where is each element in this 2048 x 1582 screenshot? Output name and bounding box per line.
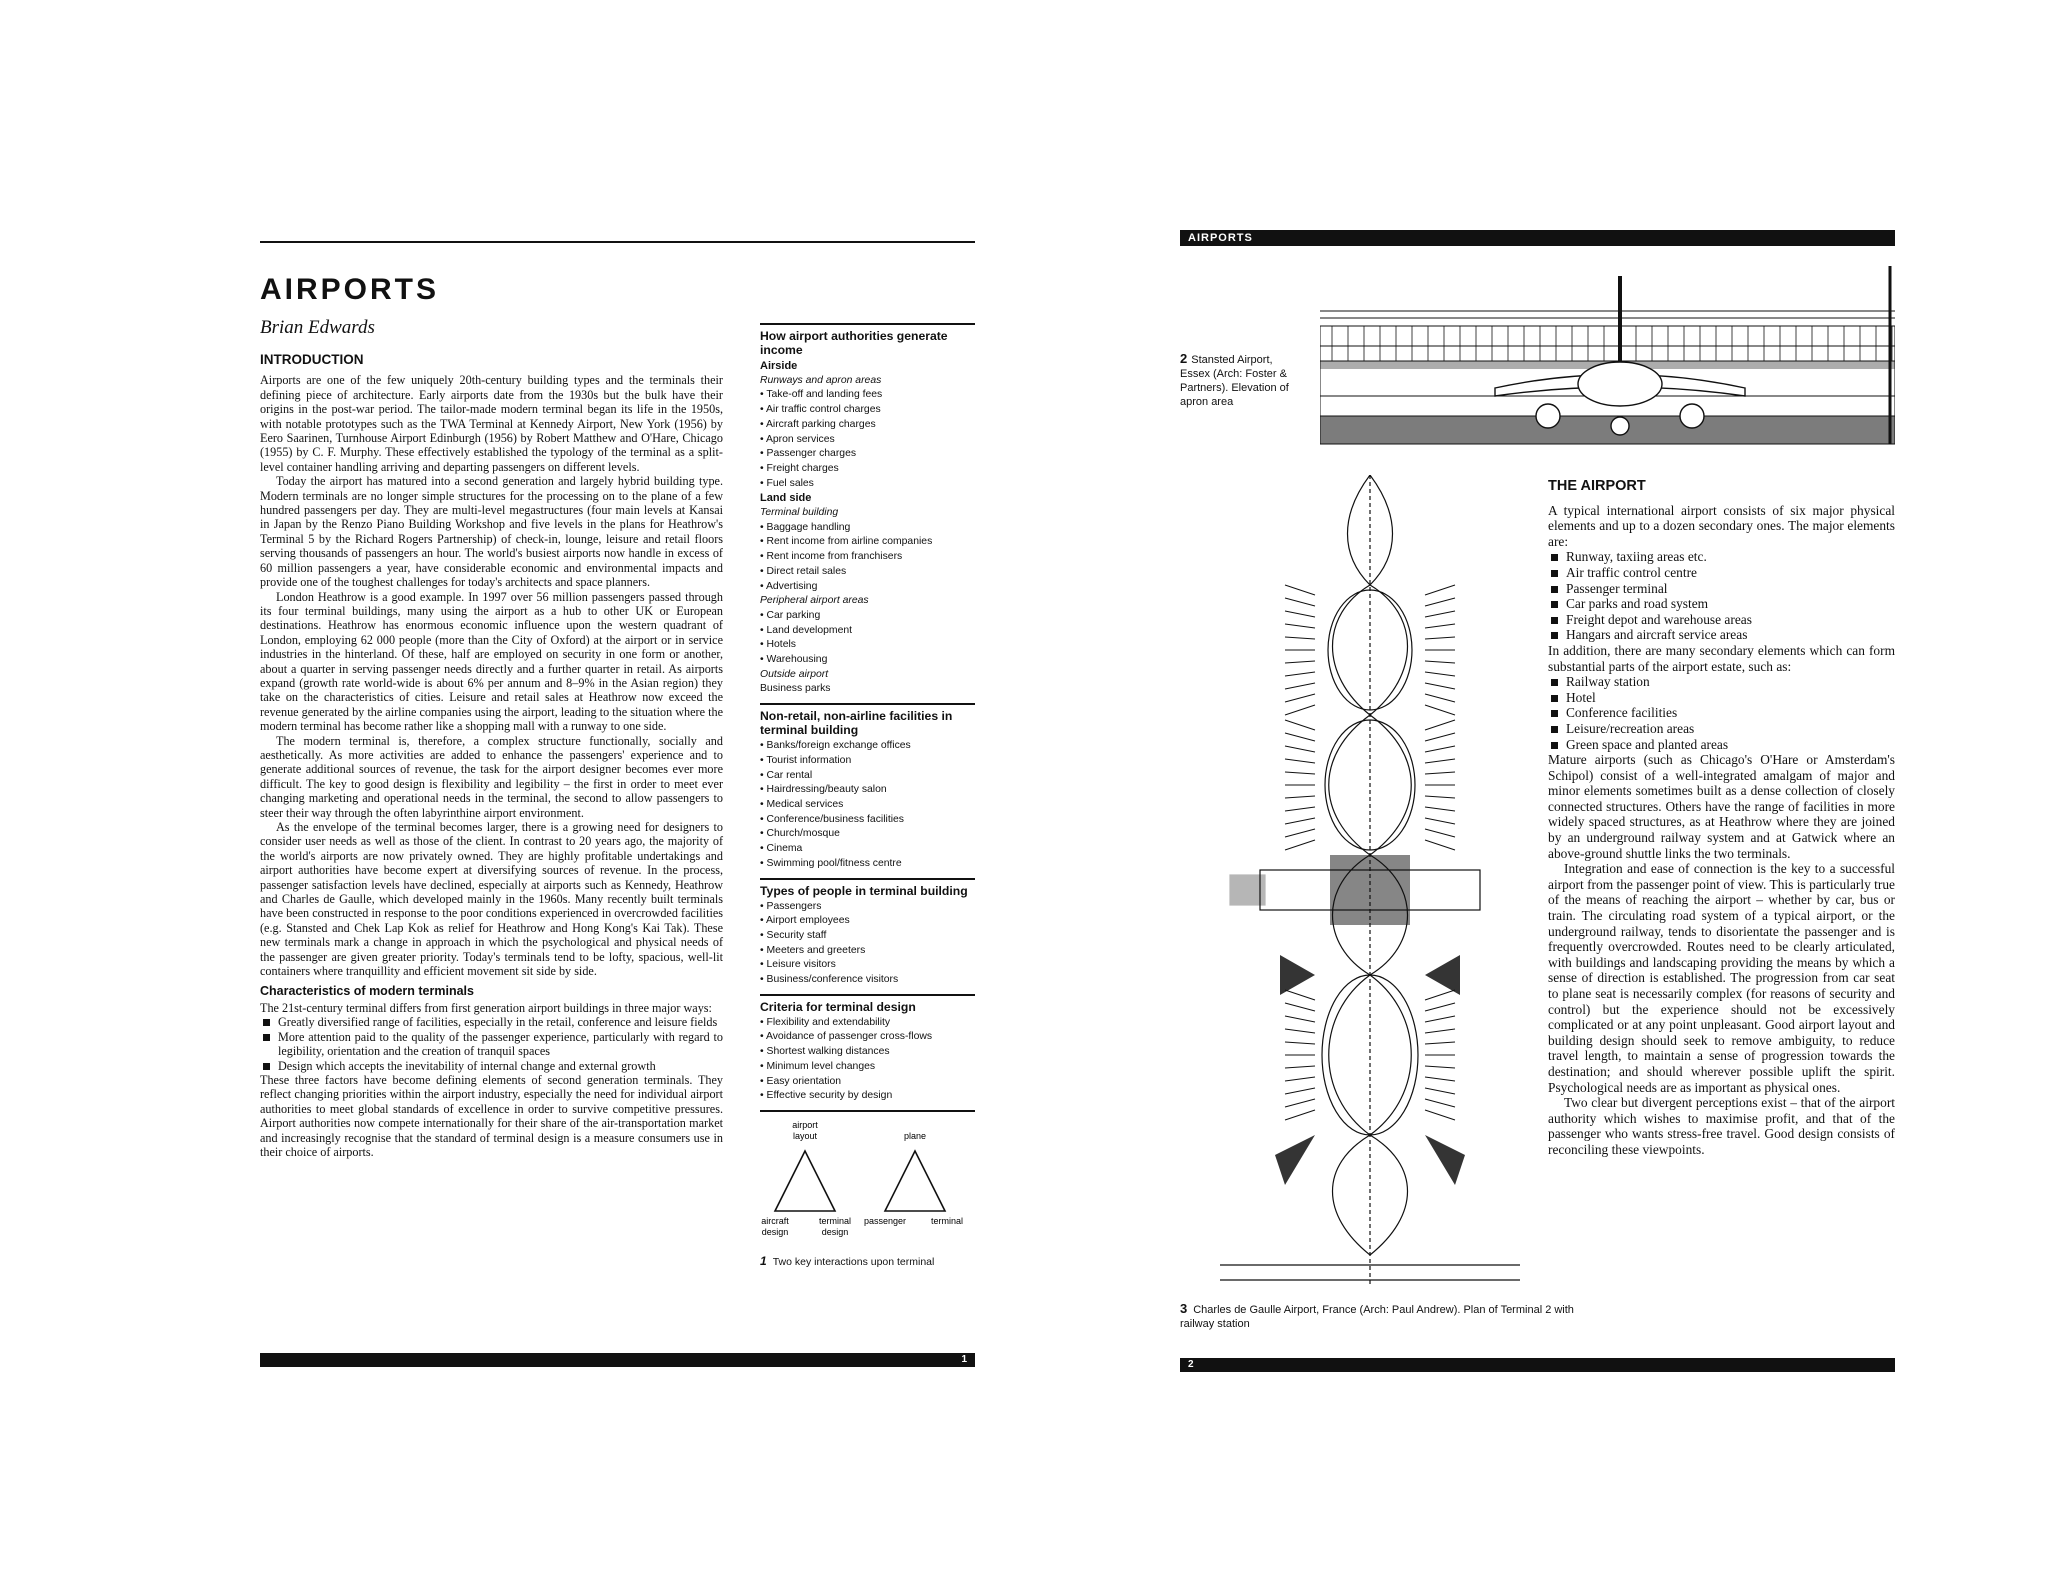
triangle-left-icon xyxy=(775,1151,835,1211)
interaction-diagram xyxy=(760,1110,975,1286)
label-terminal: terminal xyxy=(930,1215,964,1226)
figure-number: 2 xyxy=(1180,351,1188,366)
paragraph: Today the airport has matured into a second generation and largely hybrid building type. Modern terminals are no longer simple structures for the processing on to the plane of a few hundred passengers per day. They are multi-level megastructures (four main levels at Kansai in Japan by the Renzo Piano Building Workshop and five levels in the plans for Heathrow's Terminal 5 by the Richard Rogers Partnership) of check-in, lounge, leisure and retail floors serving thousands of passengers an hour. The world's busiest airports now handle in excess of 60 million passengers a year, have considerable economic and environmental impacts and provide one of the toughest challenges for today's architects and space planners. xyxy=(260,474,723,590)
running-header-label: AIRPORTS xyxy=(1188,232,1253,244)
figure-number: 3 xyxy=(1180,1301,1188,1316)
list-item: • Tourist information xyxy=(760,754,852,766)
figure-number: 1 xyxy=(760,1253,767,1268)
list-item: • Church/mosque xyxy=(760,828,840,840)
list-item: More attention paid to the quality of the passenger experience, particularly with regard to legibility, orientation and the creation of tranquil spaces xyxy=(260,1030,723,1059)
list-item: • Swimming pool/fitness centre xyxy=(760,857,902,869)
list-item: Greatly diversified range of facilities, especially in the retail, conference and leisure fields xyxy=(260,1015,723,1029)
list-item: • Conference/business facilities xyxy=(760,813,904,825)
characteristics-closing: These three factors have become defining elements of second generation terminals. They reflect changing priorities within the airport industry, especially the need for individual airport authorities to meet global standards of excellence in order to survive competitive pressures. Airport authorities now compete internationally for their share of the air-transportation market and increasingly recognise that the standard of terminal design is a measure consumers use in their choice of airports. xyxy=(260,1072,723,1159)
list-item: Air traffic control centre xyxy=(1548,565,1895,581)
list-item: • Air traffic control charges xyxy=(760,404,881,416)
list-item: • Airport employees xyxy=(760,915,850,927)
figure-1-caption xyxy=(760,1254,975,1270)
list-item: Business parks xyxy=(760,683,831,695)
chapter-title: AIRPORTS xyxy=(260,273,440,306)
section-heading: THE AIRPORT xyxy=(1548,478,1646,494)
list-item: • Security staff xyxy=(760,929,827,941)
list-item: • Avoidance of passenger cross-flows xyxy=(760,1031,933,1043)
label-airport: airport xyxy=(792,1119,818,1130)
list-item: • Car rental xyxy=(760,769,813,781)
figure-3-caption xyxy=(1180,1302,1600,1331)
label-plane: plane xyxy=(903,1130,927,1141)
list-item: Hotel xyxy=(1548,690,1895,706)
list-item: • Minimum level changes xyxy=(760,1060,876,1072)
paragraph: Two clear but divergent perceptions exist – that of the airport authority which wishes to maximise profit, and that of the passenger who wants stress-free travel. Good design consists of reconciling these viewpoints. xyxy=(1548,1095,1895,1157)
list-item: • Fuel sales xyxy=(760,477,814,489)
list-item: Conference facilities xyxy=(1548,705,1895,721)
characteristics-heading: Characteristics of modern terminals xyxy=(260,984,474,999)
list-item: Freight depot and warehouse areas xyxy=(1548,612,1895,628)
caption-text: Charles de Gaulle Airport, France (Arch: Paul Andrew). Plan of Terminal 2 with railway station xyxy=(1180,1304,1574,1330)
footer-bar xyxy=(260,1353,975,1367)
list-item: Car parks and road system xyxy=(1548,596,1895,612)
list-item: • Effective security by design xyxy=(760,1090,893,1102)
list-item: • Warehousing xyxy=(760,654,828,666)
list-item: Passenger terminal xyxy=(1548,581,1895,597)
income-box xyxy=(760,323,975,697)
list-item: • Apron services xyxy=(760,433,835,445)
landside-heading: Land side xyxy=(760,492,812,505)
triangle-diagram xyxy=(760,1116,975,1246)
caption-text: Two key interactions upon terminal xyxy=(772,1255,935,1268)
list-item: • Shortest walking distances xyxy=(760,1046,890,1058)
list-item: • Take-off and landing fees xyxy=(760,389,883,401)
list-item: Leisure/recreation areas xyxy=(1548,721,1895,737)
top-rule xyxy=(260,241,975,243)
label-aircraft: aircraft xyxy=(761,1215,789,1226)
paragraph: Mature airports (such as Chicago's O'Hare or Amsterdam's Schipol) consist of a well-integrated amalgam of major and minor elements sometimes built as a dense collection of closely connected structures. Others have the range of facilities in more widely spaced structures, as at Heathrow where they are joined by an underground railway system and at Gatwick where an above-ground shuttle links the two terminals. xyxy=(1548,752,1895,861)
list-item: Green space and planted areas xyxy=(1548,737,1895,753)
paragraph: London Heathrow is a good example. In 1997 over 56 million passengers passed through its four terminal buildings, many using the airport as a hub to other UK or European destinations. Heathrow has enormous economic influence upon the western quadrant of London, employing 62 000 people (more than the City of Oxford) at the airport or in service industries in the hinterland. Of these, half are employed on security in one form or another, about a quarter in serving passenger needs directly and a further quarter in retail. As airports expand (growth rate world-wide is about 6% per annum and 8–9% in the Asian region) they take on the characteristics of cities. Leisure and retail sales at Heathrow now exceed the revenue generated by the airline companies using the airport, leading to the situation where the modern terminal has become rather like a shopping mall with a runway to one side. xyxy=(260,589,723,734)
list-item: • Rent income from franchisers xyxy=(760,551,903,563)
paragraph: The modern terminal is, therefore, a complex structure functionally, socially and aesthetically. As more activities are added to enhance the passengers' experience and to generate additional sources of revenue, the task for the airport designer becomes ever more difficult. The key to good design is flexibility and legibility – the first in order to meet ever changing marketing and operational needs in the terminal, the second to allow passengers to steer their way through the often labyrinthine airport environment. xyxy=(260,733,723,820)
list-item: • Passenger charges xyxy=(760,448,857,460)
footer-bar xyxy=(1180,1358,1895,1372)
paragraph: Airports are one of the few uniquely 20th-century building types and the terminals their defining piece of architecture. Early airports date from the 1930s but the bulk have their origins in the post-war period. The tailor-made modern terminal began its life in the 1950s, with notable prototypes such as the TWA Terminal at Kennedy Airport, New York (1956) by Eero Saarinen, Turnhouse Airport Edinburgh (1956) by Robert Matthew and O'Hare, Chicago (1955) by C. F. Murphy. These effectively established the typology of the terminal as a split-level container handling arriving and departing passengers on different levels. xyxy=(260,373,723,474)
label-design: design xyxy=(761,1226,789,1237)
list-item: • Leisure visitors xyxy=(760,959,836,971)
criteria-box xyxy=(760,994,975,1104)
list-item: Railway station xyxy=(1548,674,1895,690)
list-item: • Flexibility and extendability xyxy=(760,1016,891,1028)
stansted-elevation-drawing xyxy=(1320,266,1895,451)
list-item: • Aircraft parking charges xyxy=(760,418,876,430)
runways-heading: Runways and apron areas xyxy=(760,374,882,386)
intro-paragraph: A typical international airport consists of six major physical elements and up to a dozen secondary ones. The major elements are: xyxy=(1548,502,1895,549)
list-item: • Advertising xyxy=(760,580,818,592)
list-item: • Banks/foreign exchange offices xyxy=(760,740,911,752)
list-item: • Baggage handling xyxy=(760,521,851,533)
paragraph: As the envelope of the terminal becomes larger, there is a growing need for designers to consider user needs as well as those of the client. In contrast to 20 years ago, the majority of the world's airports are now privately owned. They are highly profitable undertakings and airport authorities have become expert at diversifying sources of revenue. In the process, passenger satisfaction levels have declined, especially at airports such as Kennedy, Heathrow and Charles de Gaulle, which developed mainly in the 1960s. Many recently built terminals have been constructed in response to the poor conditions experienced in overcrowded facilities (e.g. Stansted and Chek Lap Kok as relief for Heathrow and Hong Kong's Kai Tak). These new terminals mark a change in approach in which the psychological and physical needs of the passenger are given greater priority. Today's terminals tend to be lofty, spacious, well-lit containers where tranquillity and efficient movement sit side by side. xyxy=(260,820,723,979)
running-header xyxy=(1180,230,1895,246)
list-item: • Medical services xyxy=(760,798,844,810)
label-terminal: terminal xyxy=(818,1215,852,1226)
list-item: • Cinema xyxy=(760,843,803,855)
secondary-elements-list xyxy=(1548,674,1895,752)
outside-heading: Outside airport xyxy=(760,668,829,680)
caption-text: Stansted Airport, Essex (Arch: Foster & Partners). Elevation of apron area xyxy=(1180,354,1289,408)
income-title: How airport authorities generate income xyxy=(760,329,948,357)
list-item: • Direct retail sales xyxy=(760,565,847,577)
list-item: • Land development xyxy=(760,624,853,636)
left-page xyxy=(260,235,975,1385)
main-text-column xyxy=(260,353,723,1159)
list-item: • Hotels xyxy=(760,639,796,651)
list-item: • Business/conference visitors xyxy=(760,974,899,986)
intro-heading: INTRODUCTION xyxy=(260,352,364,367)
nonretail-title: Non-retail, non-airline facilities in terminal building xyxy=(760,709,953,738)
list-item: • Easy orientation xyxy=(760,1075,842,1087)
secondary-intro: In addition, there are many secondary elements which can form substantial parts of the airport estate, such as: xyxy=(1548,642,1895,674)
main-text-column xyxy=(1548,479,1895,1158)
list-item: • Passengers xyxy=(760,900,822,912)
list-item: • Meeters and greeters xyxy=(760,944,866,956)
airside-heading: Airside xyxy=(760,360,798,372)
nonretail-box xyxy=(760,703,975,871)
list-item: Runway, taxiing areas etc. xyxy=(1548,549,1895,565)
page-number: 2 xyxy=(1188,1359,1194,1370)
label-passenger: passenger xyxy=(863,1215,907,1226)
list-item: • Car parking xyxy=(760,609,821,621)
author: Brian Edwards xyxy=(260,317,375,338)
paragraph: Integration and ease of connection is the key to a successful airport from the passenger point of view. This is particularly true of the means of reaching the airport – whether by car, bus or train. The circulating road system of a typical airport, or the underground railway, tends to disorientate the passenger and is frequently overcrowded. Routes need to be clearly articulated, with buildings and landscaping providing the means by which a sense of direction is established. The progression from car seat to plane seat is necessarily complex (for reasons of security and control) but the experience should not be excessively complicated or at any point unpleasant. Good airport layout and building design should seek to remove ambiguity, to reduce travel length, to maintain a sense of progression towards the destination; and should wherever possible uplift the spirit. Psychological needs are as important as physical ones. xyxy=(1548,861,1895,1095)
triangle-right-icon xyxy=(885,1151,945,1211)
people-box xyxy=(760,878,975,988)
label-layout: layout xyxy=(792,1130,818,1141)
terminal-heading: Terminal building xyxy=(760,507,839,519)
people-title: Types of people in terminal building xyxy=(760,883,968,898)
figure-2-caption xyxy=(1180,352,1300,409)
label-design: design xyxy=(821,1226,849,1237)
page-number: 1 xyxy=(961,1354,967,1365)
list-item: • Hairdressing/beauty salon xyxy=(760,784,887,796)
list-item: • Freight charges xyxy=(760,462,839,474)
list-item: • Rent income from airline companies xyxy=(760,536,933,548)
peripheral-heading: Peripheral airport areas xyxy=(760,595,869,607)
criteria-title: Criteria for terminal design xyxy=(760,999,916,1014)
characteristics-list xyxy=(260,1015,723,1073)
list-item: Hangars and aircraft service areas xyxy=(1548,627,1895,643)
major-elements-list xyxy=(1548,549,1895,643)
right-page xyxy=(1180,230,1895,1380)
list-item: Design which accepts the inevitability of internal change and external growth xyxy=(260,1059,723,1073)
characteristics-intro: The 21st-century terminal differs from first generation airport buildings in three major ways: xyxy=(260,1000,712,1015)
charles-de-gaulle-plan-drawing xyxy=(1220,475,1520,1285)
sidebar xyxy=(760,323,975,1286)
